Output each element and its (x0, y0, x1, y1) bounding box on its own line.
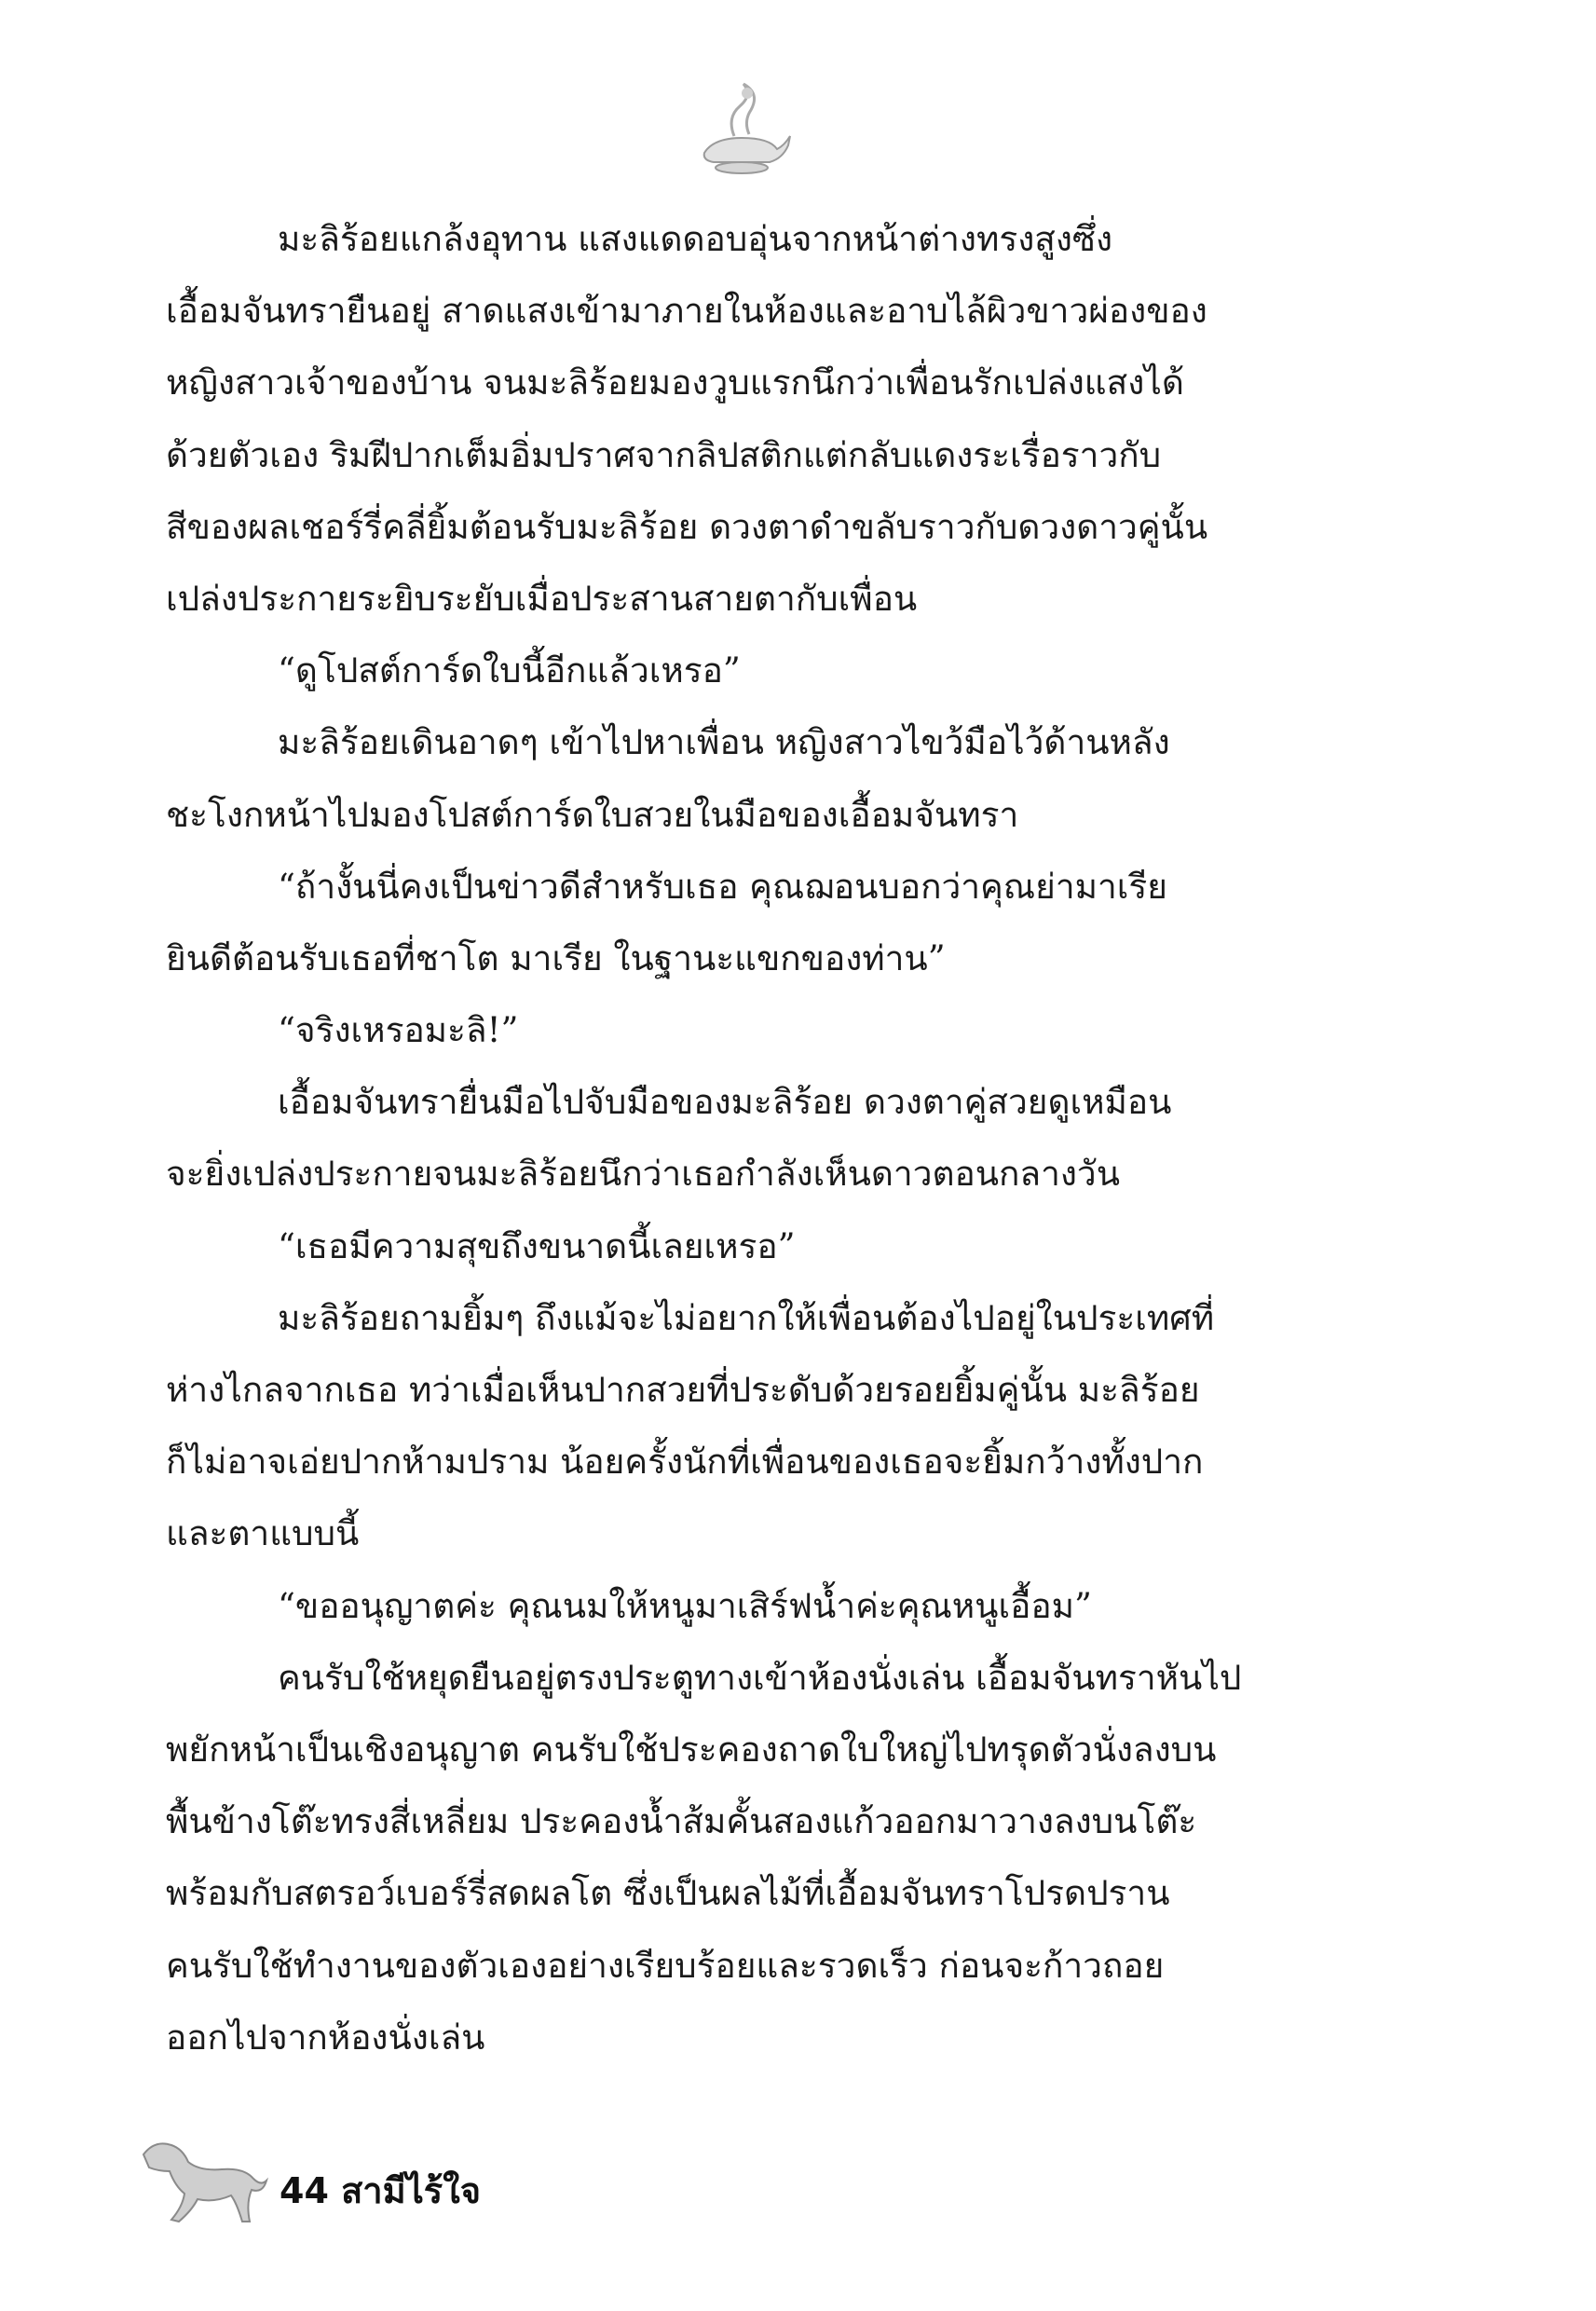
text-line: “เธอมีความสุขถึงขนาดนี้เลยเหรอ” (278, 1225, 796, 1266)
text-line: พื้นข้างโต๊ะทรงสี่เหลี่ยม ประคองน้ำส้มคั้นสองแก้วออกมาวางลงบนโต๊ะ (166, 1801, 1197, 1842)
text-line: มะลิร้อยแกล้งอุทาน แสงแดดอบอุ่นจากหน้าต่างทรงสูงซึ่ง (278, 219, 1113, 259)
text-line: มะลิร้อยเดินอาดๆ เข้าไปหาเพื่อน หญิงสาวไขว้มือไว้ด้านหลัง (278, 722, 1170, 763)
body-text (166, 203, 1329, 2073)
text-line: พร้อมกับสตรอว์เบอร์รี่สดผลโต ซึ่งเป็นผลไม้ที่เอื้อมจันทราโปรดปราน (166, 1873, 1170, 1914)
text-line: คนรับใช้หยุดยืนอยู่ตรงประตูทางเข้าห้องนั่งเล่น เอื้อมจันทราหันไป (278, 1657, 1242, 1698)
text-line: ยินดีต้อนรับเธอที่ชาโต มาเรีย ในฐานะแขกของท่าน” (166, 937, 946, 978)
text-line: ห่างไกลจากเธอ ทว่าเมื่อเห็นปากสวยที่ประดับด้วยรอยยิ้มคู่นั้น มะลิร้อย (166, 1370, 1200, 1410)
text-line: พยักหน้าเป็นเชิงอนุญาต คนรับใช้ประคองถาดใบใหญ่ไปทรุดตัวนั่งลงบน (166, 1729, 1217, 1770)
text-line: ออกไปจากห้องนั่งเล่น (166, 2017, 485, 2058)
text-line: คนรับใช้ทำงานของตัวเองอย่างเรียบร้อยและรวดเร็ว ก่อนจะก้าวถอย (166, 1945, 1165, 1986)
text-line: “ถ้างั้นนี่คงเป็นข่าวดีสำหรับเธอ คุณฌอนบอกว่าคุณย่ามาเรีย (278, 866, 1167, 907)
text-line: “ดูโปสต์การ์ดใบนี้อีกแล้วเหรอ” (278, 650, 741, 691)
text-line: มะลิร้อยถามยิ้มๆ ถึงแม้จะไม่อยากให้เพื่อนต้องไปอยู่ในประเทศที่ (278, 1297, 1215, 1338)
text-line: ก็ไม่อาจเอ่ยปากห้ามปราม น้อยครั้งนักที่เพื่อนของเธอจะยิ้มกว้างทั้งปาก (166, 1442, 1204, 1483)
text-line: เอื้อมจันทรายืนอยู่ สาดแสงเข้ามาภายในห้องและอาบไล้ผิวขาวผ่องของ (166, 291, 1207, 332)
text-line: เปล่งประกายระยิบระยับเมื่อประสานสายตากับเพื่อน (166, 578, 918, 619)
text-line: “ขออนุญาตค่ะ คุณนมให้หนูมาเสิร์ฟน้ำค่ะคุณหนูเอื้อม” (278, 1585, 1092, 1626)
text-line: จะยิ่งเปล่งประกายจนมะลิร้อยนึกว่าเธอกำลังเห็นดาวตอนกลางวัน (166, 1154, 1121, 1195)
text-line: สีของผลเชอร์รี่คลี่ยิ้มต้อนรับมะลิร้อย ดวงตาดำขลับราวกับดวงดาวคู่นั้น (166, 506, 1208, 547)
text-line: หญิงสาวเจ้าของบ้าน จนมะลิร้อยมองวูบแรกนึกว่าเพื่อนรักเปล่งแสงได้ (166, 362, 1184, 403)
text-line: “จริงเหรอมะลิ!” (278, 1010, 519, 1051)
horse-icon (130, 2125, 270, 2232)
magic-lamp-icon (686, 80, 798, 183)
page-footer (130, 2125, 689, 2236)
text-line: ชะโงกหน้าไปมองโปสต์การ์ดใบสวยในมือของเอื้อมจันทรา (166, 794, 1019, 835)
page-footer-text: 44 สามีไร้ใจ (280, 2170, 482, 2211)
text-line: เอื้อมจันทรายื่นมือไปจับมือของมะลิร้อย ดวงตาคู่สวยดูเหมือน (278, 1082, 1172, 1123)
text-line: ด้วยตัวเอง ริมฝีปากเต็มอิ่มปราศจากลิปสติกแต่กลับแดงระเรื่อราวกับ (166, 434, 1162, 475)
text-line: และตาแบบนี้ (166, 1513, 360, 1554)
